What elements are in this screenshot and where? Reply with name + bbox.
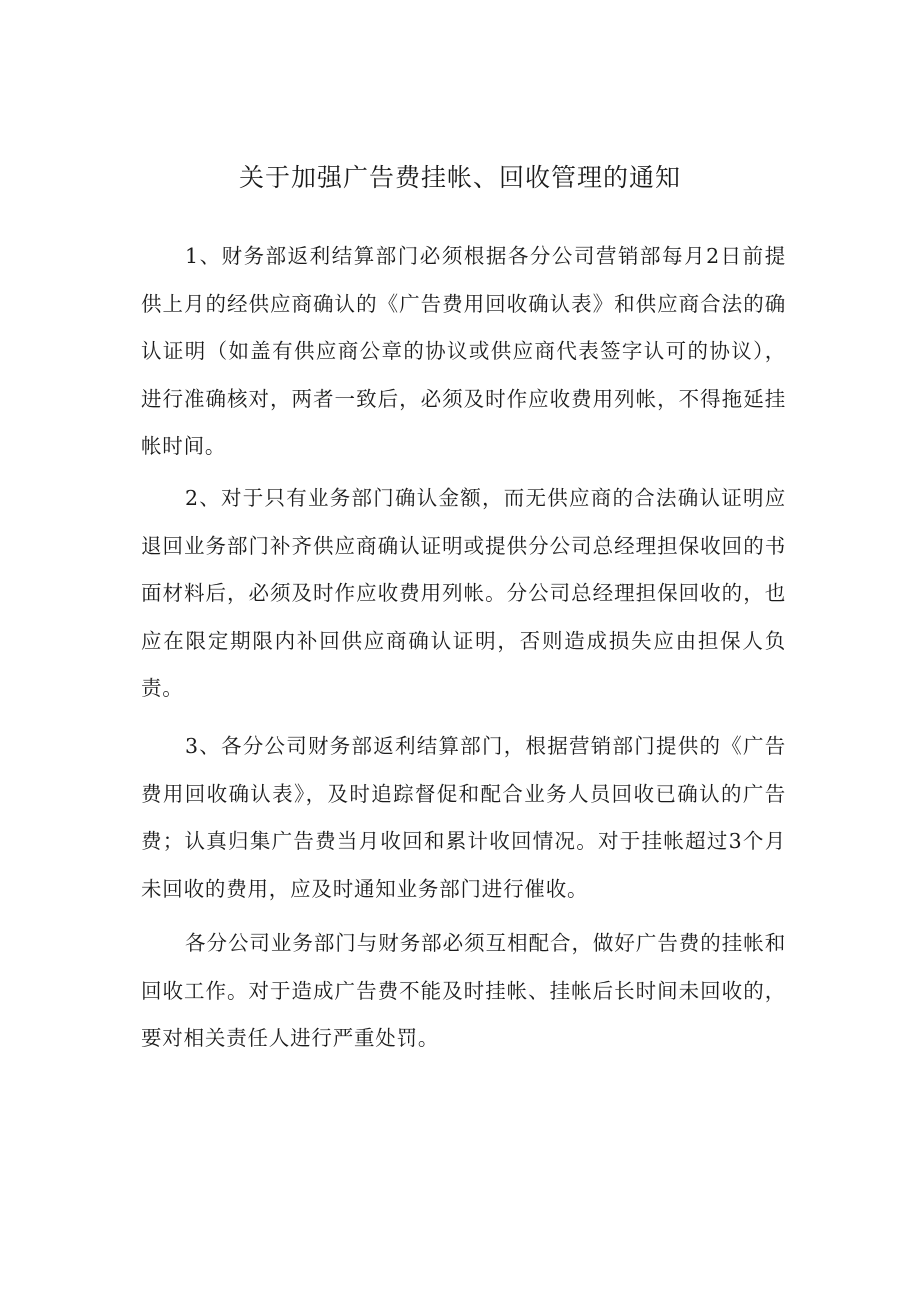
document-title: 关于加强广告费挂帐、回收管理的通知 — [238, 163, 681, 192]
paragraph-4: 各分公司业务部门与财务部必须互相配合，做好广告费的挂帐和回收工作。对于造成广告费不能及时挂帐、挂帐后长时间未回收的，要对相关责任人进行严重处罚。 — [141, 931, 786, 1050]
paragraph-1: 1、财务部返利结算部门必须根据各分公司营销部每月2日前提供上月的经供应商确认的《广告费用回收确认表》和供应商合法的确认证明（如盖有供应商公章的协议或供应商代表签字认可的协议），进行准确核对，两者一致后，必须及时作应收费用列帐，不得拖延挂帐时间。 — [141, 244, 786, 458]
paragraph-3: 3、各分公司财务部返利结算部门，根据营销部门提供的《广告费用回收确认表》，及时追踪督促和配合业务人员回收已确认的广告费；认真归集广告费当月收回和累计收回情况。对于挂帐超过3个月未回收的费用，应及时通知业务部门进行催收。 — [141, 734, 786, 901]
paragraph-2: 2、对于只有业务部门确认金额，而无供应商的合法确认证明应退回业务部门补齐供应商确认证明或提供分公司总经理担保收回的书面材料后，必须及时作应收费用列帐。分公司总经理担保回收的，也应在限定期限内补回供应商确认证明，否则造成损失应由担保人负责。 — [141, 486, 786, 700]
